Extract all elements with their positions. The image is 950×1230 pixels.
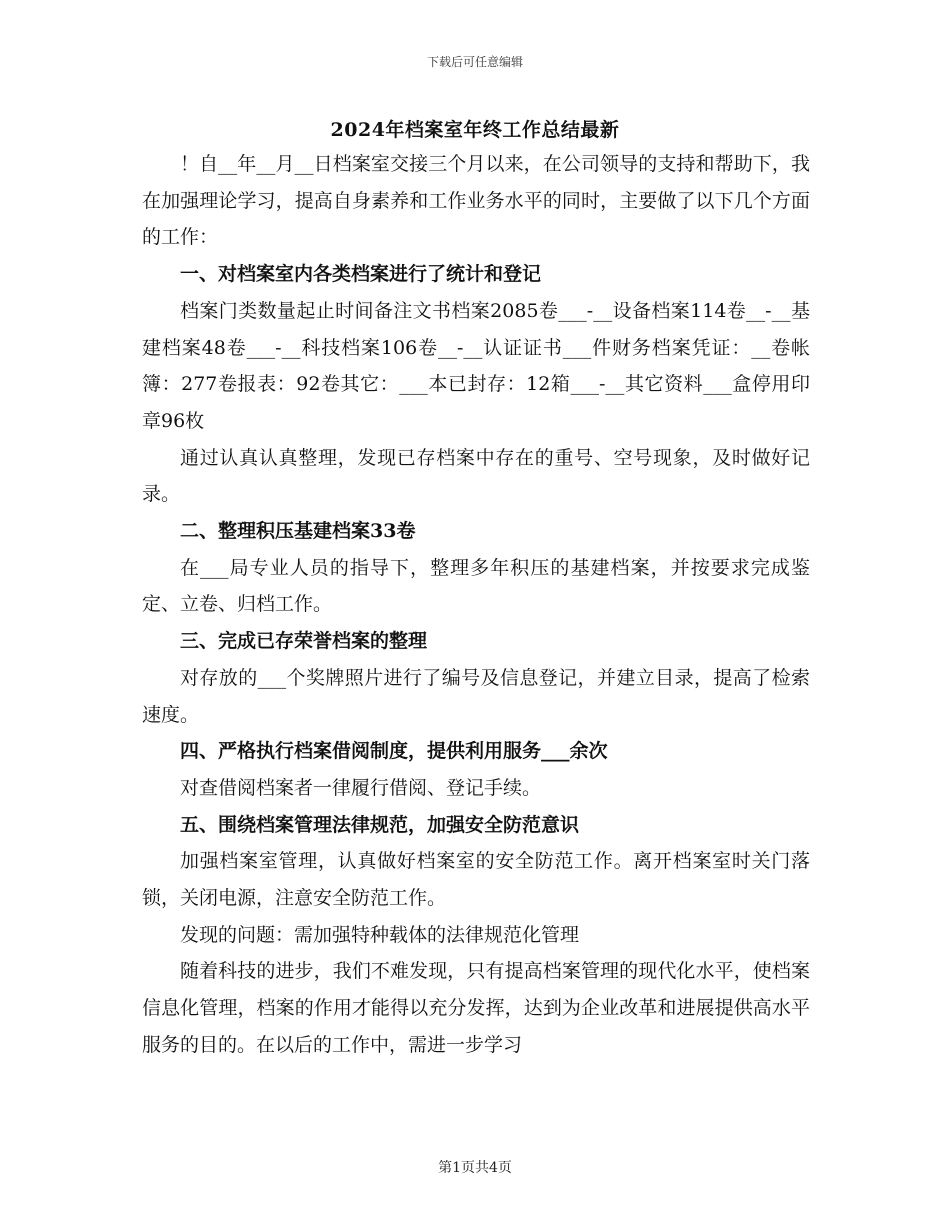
paragraph-construction-archives: 在___局专业人员的指导下，整理多年积压的基建档案，并按要求完成鉴定、立卷、归档工作。 [142,556,810,616]
paragraph-intro: ！自__年__月__日档案室交接三个月以来，在公司领导的支持和帮助下，我在加强理论学习，提高自身素养和工作业务水平的同时，主要做了以下几个方面的工作： [142,153,810,249]
section-heading-1: 一、对档案室内各类档案进行了统计和登记 [180,263,542,286]
paragraph-archive-stats: 档案门类数量起止时间备注文书档案2085卷___-__设备档案114卷__-__基建档案48卷___-__科技档案106卷__-__认证证书___件财务档案凭证：__卷帐簿：277卷报表：92卷其它：___本已封存：12箱___-__其它资料___盒停用印章96枚 [142,299,810,432]
paragraph-problem: 发现的问题：需加强特种载体的法律规范化管理 [180,923,580,946]
paragraph-outlook: 随着科技的进步，我们不难发现，只有提高档案管理的现代化水平，使档案信息化管理，档案的作用才能得以充分发挥，达到为企业改革和进展提供高水平服务的目的。在以后的工作中，需进一步学习 [142,960,810,1056]
document-body [142,146,810,1064]
section-heading-4: 四、严格执行档案借阅制度，提供利用服务___余次 [180,740,608,763]
paragraph-honor-archives: 对存放的___个奖牌照片进行了编号及信息登记，并建立目录，提高了检索速度。 [142,666,810,726]
paragraph-security: 加强档案室管理，认真做好档案室的安全防范工作。离开档案室时关门落锁，关闭电源，注意安全防范工作。 [142,850,810,910]
paragraph-borrowing: 对查借阅档案者一律履行借阅、登记手续。 [180,776,542,799]
section-heading-5: 五、围绕档案管理法律规范，加强安全防范意识 [180,813,580,836]
document-title: 2024年档案室年终工作总结最新 [330,119,620,141]
section-heading-2: 二、整理积压基建档案33卷 [180,520,416,543]
section-heading-3: 三、完成已存荣誉档案的整理 [180,630,428,653]
paragraph-organize-result: 通过认真认真整理，发现已存档案中存在的重号、空号现象，及时做好记录。 [142,446,810,506]
header-note: 下载后可任意编辑 [426,55,523,69]
page-footer: 第1页共4页 [438,1160,512,1176]
